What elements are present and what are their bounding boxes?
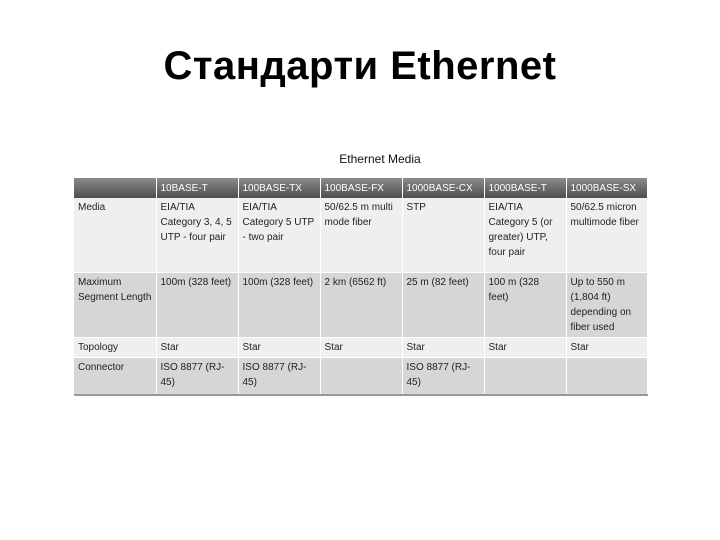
row-label: Maximum Segment Length [74, 273, 156, 338]
table-cell: 100m (328 feet) [156, 273, 238, 338]
table-cell: ISO 8877 (RJ-45) [156, 358, 238, 396]
table-cell: 50/62.5 m multi mode fiber [320, 198, 402, 273]
ethernet-media-table [74, 178, 648, 396]
header-cell-corner [74, 178, 156, 198]
table-row-max-segment-length [74, 273, 647, 338]
header-cell-1000base-cx: 1000BASE-CX [402, 178, 484, 198]
table-cell: Star [156, 338, 238, 358]
table-cell: Star [238, 338, 320, 358]
table-cell: Star [320, 338, 402, 358]
table-cell: ISO 8877 (RJ-45) [402, 358, 484, 396]
header-cell-100base-fx: 100BASE-FX [320, 178, 402, 198]
table-cell: Star [566, 338, 647, 358]
table-cell: Star [402, 338, 484, 358]
table-header-row [74, 178, 647, 198]
table-cell: Star [484, 338, 566, 358]
row-label: Topology [74, 338, 156, 358]
table-row-topology [74, 338, 647, 358]
table-row-connector [74, 358, 647, 396]
table-cell [320, 358, 402, 396]
table-cell: EIA/TIA Category 3, 4, 5 UTP - four pair [156, 198, 238, 273]
header-cell-1000base-sx: 1000BASE-SX [566, 178, 647, 198]
slide-title: Стандарти Ethernet [163, 44, 557, 88]
table-cell: 25 m (82 feet) [402, 273, 484, 338]
table-cell: EIA/TIA Category 5 (or greater) UTP, four pair [484, 198, 566, 273]
table-cell: 100m (328 feet) [238, 273, 320, 338]
header-cell-1000base-t: 1000BASE-T [484, 178, 566, 198]
table-cell: Up to 550 m (1,804 ft) depending on fiber used [566, 273, 647, 338]
table-cell: EIA/TIA Category 5 UTP - two pair [238, 198, 320, 273]
row-label: Connector [74, 358, 156, 396]
table-cell [566, 358, 647, 396]
table-caption: Ethernet Media [339, 152, 421, 166]
table-cell: 100 m (328 feet) [484, 273, 566, 338]
row-label: Media [74, 198, 156, 273]
table-cell: 50/62.5 micron multimode fiber [566, 198, 647, 273]
table-cell [484, 358, 566, 396]
table-cell: 2 km (6562 ft) [320, 273, 402, 338]
table-cell: STP [402, 198, 484, 273]
header-cell-100base-tx: 100BASE-TX [238, 178, 320, 198]
header-cell-10base-t: 10BASE-T [156, 178, 238, 198]
table-cell: ISO 8877 (RJ-45) [238, 358, 320, 396]
table-row-media [74, 198, 647, 273]
